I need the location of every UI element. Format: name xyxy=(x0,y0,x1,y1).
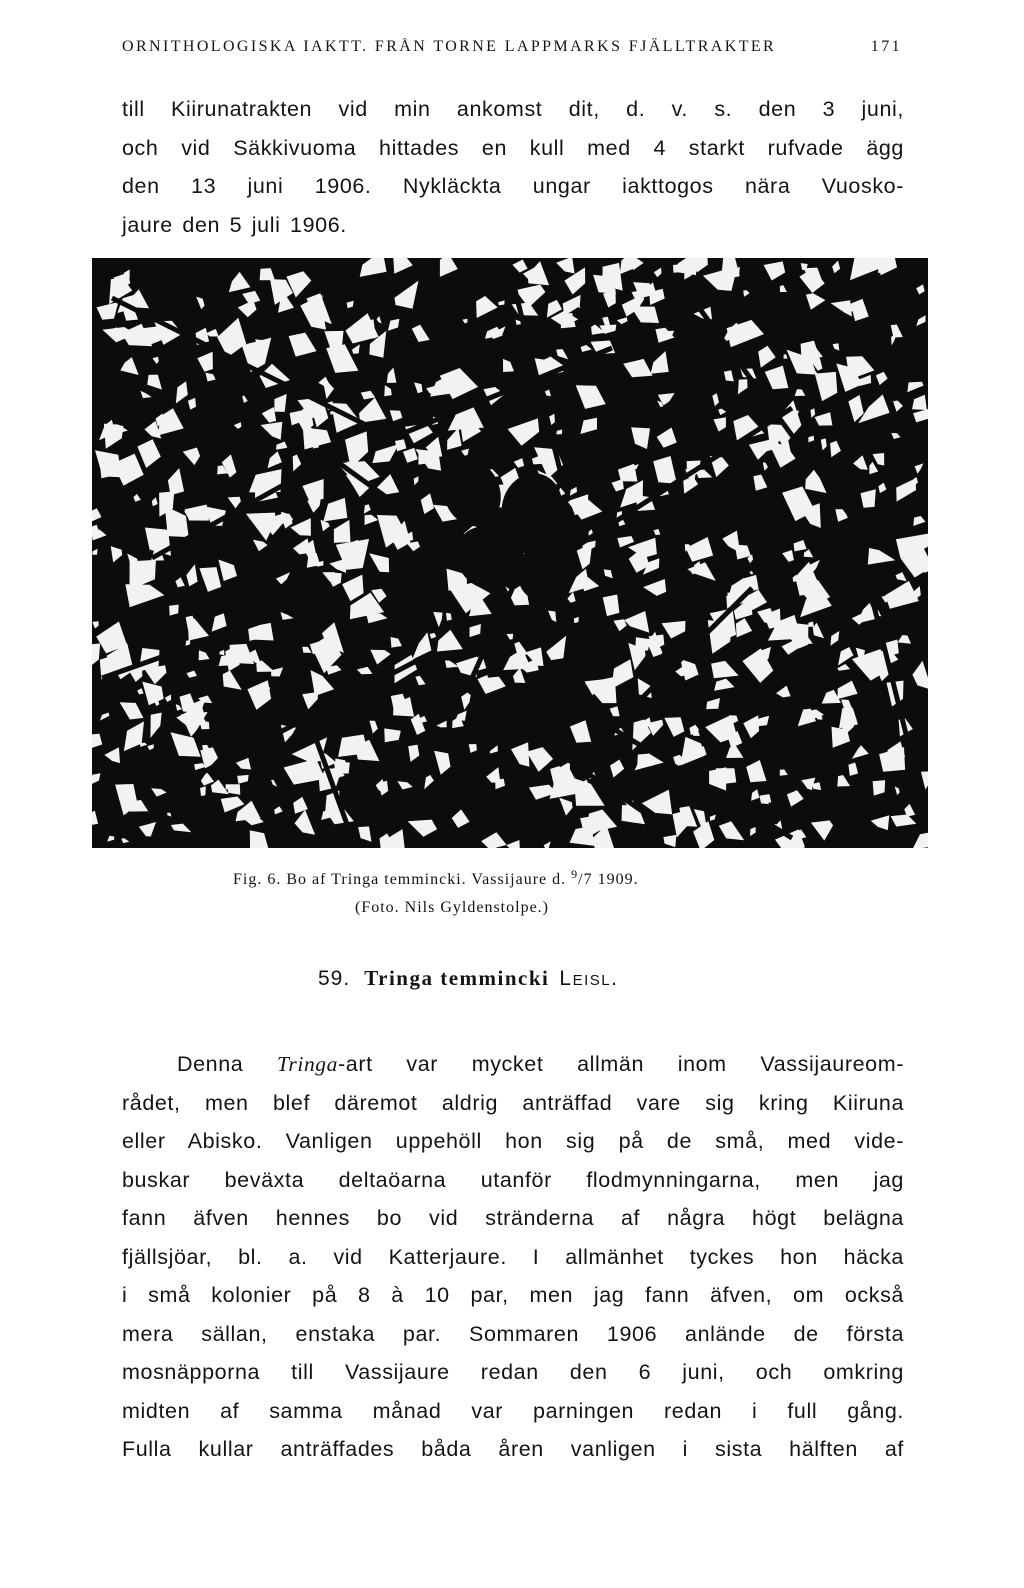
first-line-rest: -art var mycket allmän inom Vassijaureom- xyxy=(338,1052,904,1076)
caption-year: 1909. xyxy=(597,871,639,888)
species-paragraph xyxy=(122,1045,904,1469)
caption-text: Bo af Tringa temmincki. Vassijaure d. xyxy=(286,871,567,888)
text-line: midten af samma månad var parningen redan i full gång. xyxy=(122,1398,904,1423)
date-day: 9 xyxy=(571,867,579,881)
italic-genus: Tringa xyxy=(277,1052,339,1076)
text-line: buskar beväxta deltaöarna utanför flodmynningarna, men jag xyxy=(122,1167,904,1192)
text-line: mosnäpporna till Vassijaure redan den 6 juni, och omkring xyxy=(122,1360,904,1384)
text-line: till Kiirunatrakten vid min ankomst dit, d. v. s. den 3 juni, xyxy=(122,97,904,121)
species-heading xyxy=(318,966,618,991)
text-line: rådet, men blef däremot aldrig anträffad vare sig kring Kiiruna xyxy=(122,1090,904,1115)
speck xyxy=(334,762,350,774)
text-line: mera sällan, enstaka par. Sommaren 1906 anlände de första xyxy=(122,1321,904,1346)
text-line: fann äfven hennes bo vid stränderna af några högt belägna xyxy=(122,1206,904,1230)
species-author: Leisl. xyxy=(559,967,619,990)
species-name: Tringa temmincki xyxy=(364,966,550,990)
figure-label: Fig. 6. xyxy=(233,871,282,888)
lead-word: Denna xyxy=(177,1052,244,1076)
paragraph-continued xyxy=(122,90,904,244)
species-number: 59. xyxy=(318,967,351,990)
text-line: jaure den 5 juli 1906. xyxy=(122,212,347,237)
figure-caption xyxy=(233,860,793,922)
speck xyxy=(635,637,650,652)
caption-line xyxy=(233,860,793,894)
text-line: Fulla kullar anträffades båda åren vanligen i sista hälften af xyxy=(122,1437,904,1461)
text-line: fjällsjöar, bl. a. vid Katterjaure. I allmänhet tyckes hon häcka xyxy=(122,1244,904,1269)
text-line: eller Abisko. Vanligen uppehöll hon sig på de små, med vide- xyxy=(122,1129,904,1153)
text-line: i små kolonier på 8 à 10 par, men jag fann äfven, om också xyxy=(122,1283,904,1307)
speck xyxy=(200,786,206,796)
running-header xyxy=(122,38,902,56)
photo-credit: (Foto. Nils Gyldenstolpe.) xyxy=(355,899,549,916)
date-month: /7 xyxy=(578,871,593,888)
running-title: ORNITHOLOGISKA IAKTT. FRÅN TORNE LAPPMARKS FJÄLLTRAKTER xyxy=(122,38,777,55)
text-line: och vid Säkkivuoma hittades en kull med 4 starkt rufvade ägg xyxy=(122,135,904,160)
nest-photo-illustration xyxy=(92,258,928,848)
text-line xyxy=(122,1045,904,1084)
nest-photo xyxy=(92,258,928,848)
text-line: den 13 juni 1906. Nykläckta ungar iakttogos nära Vuosko- xyxy=(122,174,904,198)
page-number: 171 xyxy=(870,38,902,55)
speck xyxy=(338,735,368,757)
